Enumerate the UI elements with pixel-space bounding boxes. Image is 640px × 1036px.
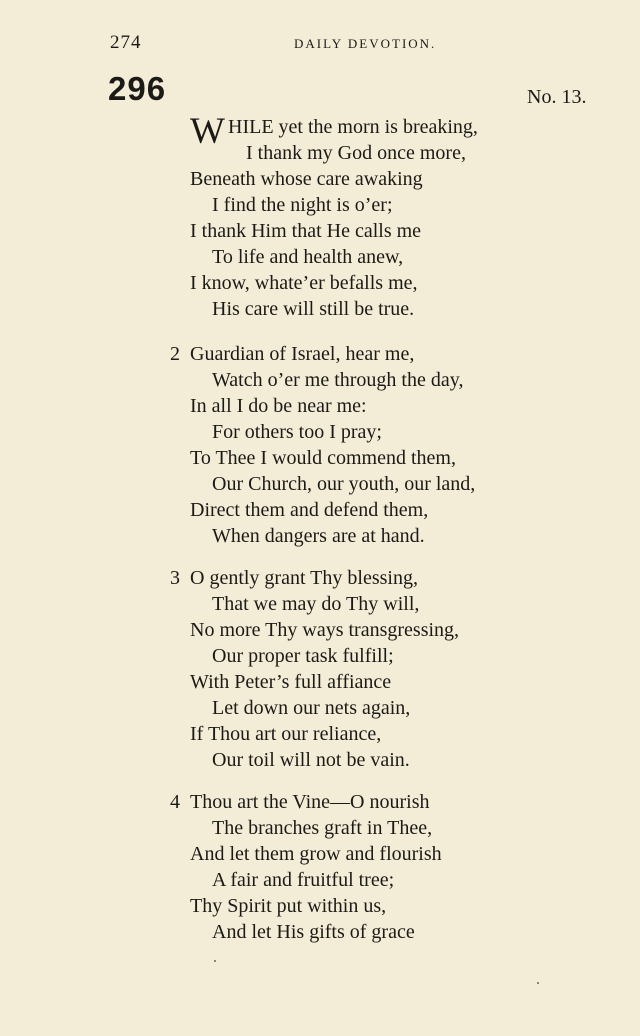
verse-line: I thank Him that He calls me [190,220,422,242]
verse-line: I know, whate’er befalls me, [190,272,418,294]
verse-line: If Thou art our reliance, [190,723,382,745]
verse-line: In all I do be near me: [190,395,367,417]
verse-line: For others too I pray; [212,421,382,443]
verse-line: To life and health anew, [212,246,404,268]
verse-line: I find the night is o’er; [212,194,393,216]
page-number: 274 [110,32,142,53]
verse-line: Guardian of Israel, hear me, [190,343,415,365]
paper-speck [537,982,539,984]
page-header [110,32,550,58]
verse-line: Our toil will not be vain. [212,749,410,771]
verse-line: Thou art the Vine—O nourish [190,791,430,813]
verse-line: Our proper task fulfill; [212,645,394,667]
verse-line: And let His gifts of grace [212,921,415,943]
verse-line: Beneath whose care awaking [190,168,423,190]
drop-cap: W [190,111,225,152]
verse-line: With Peter’s full affiance [190,671,392,693]
verse-line: To Thee I would commend them, [190,447,456,469]
verse-number: 3 [170,567,180,589]
verse-line: The branches graft in Thee, [212,817,433,839]
verse-line: And let them grow and flourish [190,843,442,865]
verse-number: 2 [170,343,180,365]
verse-line: O gently grant Thy blessing, [190,567,418,589]
verse-line: That we may do Thy will, [212,593,420,615]
running-title: DAILY DEVOTION. [294,36,437,51]
verse-line: Thy Spirit put within us, [190,895,387,917]
paper-speck [214,960,216,962]
verse-line: Let down our nets again, [212,697,411,719]
verse-line: Watch o’er me through the day, [212,369,464,391]
verse-line: When dangers are at hand. [212,525,425,547]
verse-line: HILE yet the morn is breaking, [228,116,478,138]
hymn-number: 296 [108,70,167,107]
verse-line: I thank my God once more, [246,142,466,164]
verse-number: 4 [170,791,180,813]
verse-line: No more Thy ways transgressing, [190,619,460,641]
verse-line: Our Church, our youth, our land, [212,473,476,495]
verse-line: His care will still be true. [212,298,415,320]
verse-line: Direct them and defend them, [190,499,429,521]
tune-reference: No. 13. [527,86,587,108]
verse-line: A fair and fruitful tree; [212,869,395,891]
